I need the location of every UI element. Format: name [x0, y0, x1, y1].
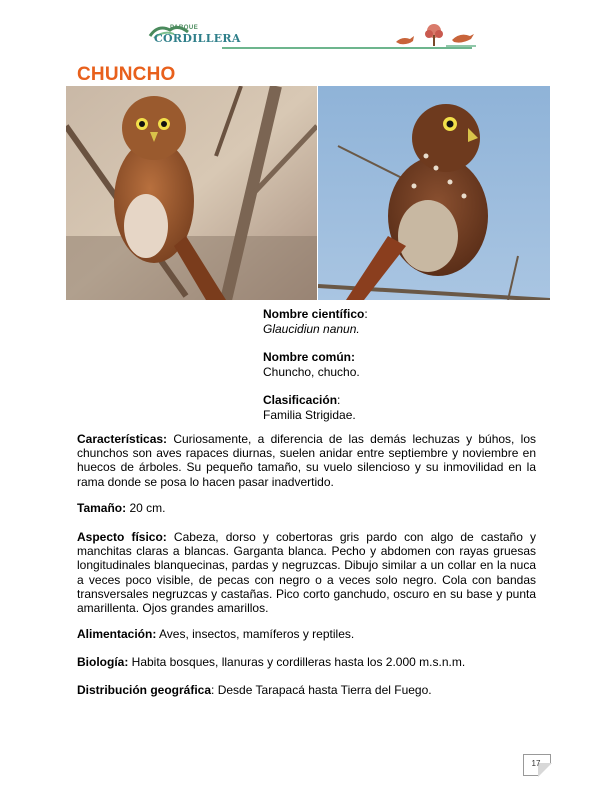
biologia-text: Habita bosques, llanuras y cordilleras hasta los 2.000 m.s.n.m.: [128, 655, 466, 669]
caracteristicas-text: Curiosamente, a diferencia de las demás lechuzas y búhos, los chunchos son aves rapaces diurnas, suelen anidar entre septiembre y noviembre en huecos de árboles. Su pequeño tamaño, su vuelo silencioso y su inmovilidad en la rama donde se posa lo hacen pasar inadvertido.: [77, 432, 536, 489]
classification-group: [263, 393, 543, 422]
biologia-label: Biología:: [77, 655, 129, 669]
distribucion-label: Distribución geográfica: [77, 683, 212, 697]
wildlife-illustration-icon: [388, 22, 478, 48]
owl-photo-right: [318, 86, 550, 300]
alimentacion-label: Alimentación:: [77, 627, 157, 641]
page-title: CHUNCHO: [77, 64, 176, 85]
classification-colon: :: [337, 393, 341, 407]
scientific-name-value: Glaucidiun nanun.: [263, 321, 360, 336]
biologia-paragraph: [77, 655, 536, 669]
logo-big-text: CORDILLERA: [154, 32, 241, 45]
tamano-text: 20 cm.: [126, 501, 166, 515]
scientific-name-colon: :: [364, 307, 368, 321]
caracteristicas-paragraph: [77, 432, 536, 489]
scientific-name-group: [263, 307, 543, 336]
classification-value: Familia Strigidae.: [263, 407, 356, 422]
alimentacion-paragraph: [77, 627, 536, 641]
common-name-value: Chuncho, chucho.: [263, 364, 360, 379]
tamano-label: Tamaño:: [77, 501, 127, 515]
aspecto-text: Cabeza, dorso y cobertoras gris pardo con algo de castaño y manchitas claras a blancas. Garganta blanca. Pecho y abdomen con rayas gruesas longitudinales blanquecinas, pardas y negruzcas. Dibujo similar a un collar en la nuca a veces poco visible, de pecas con negro o a veces solo negro. Cola con bandas transversales negruzcas y castañas. Pico corto ganchudo, oscuro en su base y punta amarillenta. Ojos grandes amarillos.: [77, 530, 536, 616]
distribucion-text: Desde Tarapacá hasta Tierra del Fuego.: [214, 683, 432, 697]
common-name-group: [263, 350, 543, 379]
classification-label: Clasificación: [263, 393, 338, 407]
aspecto-paragraph: [77, 530, 536, 615]
page-number: 17: [531, 759, 541, 768]
species-info: [263, 307, 543, 436]
aspecto-label: Aspecto físico:: [77, 530, 167, 544]
park-logo: [148, 22, 478, 52]
distribucion-colon: :: [211, 683, 215, 697]
tamano-paragraph: [77, 501, 536, 515]
logo-small-text: PARQUE: [170, 25, 199, 31]
distribucion-paragraph: [77, 683, 536, 697]
scientific-name-label: Nombre científico: [263, 307, 365, 321]
alimentacion-text: Aves, insectos, mamíferos y reptiles.: [156, 627, 355, 641]
common-name-label: Nombre común:: [263, 350, 356, 364]
owl-photo-left: [66, 86, 317, 300]
caracteristicas-label: Características:: [77, 432, 168, 446]
page-number-badge: [523, 754, 551, 776]
